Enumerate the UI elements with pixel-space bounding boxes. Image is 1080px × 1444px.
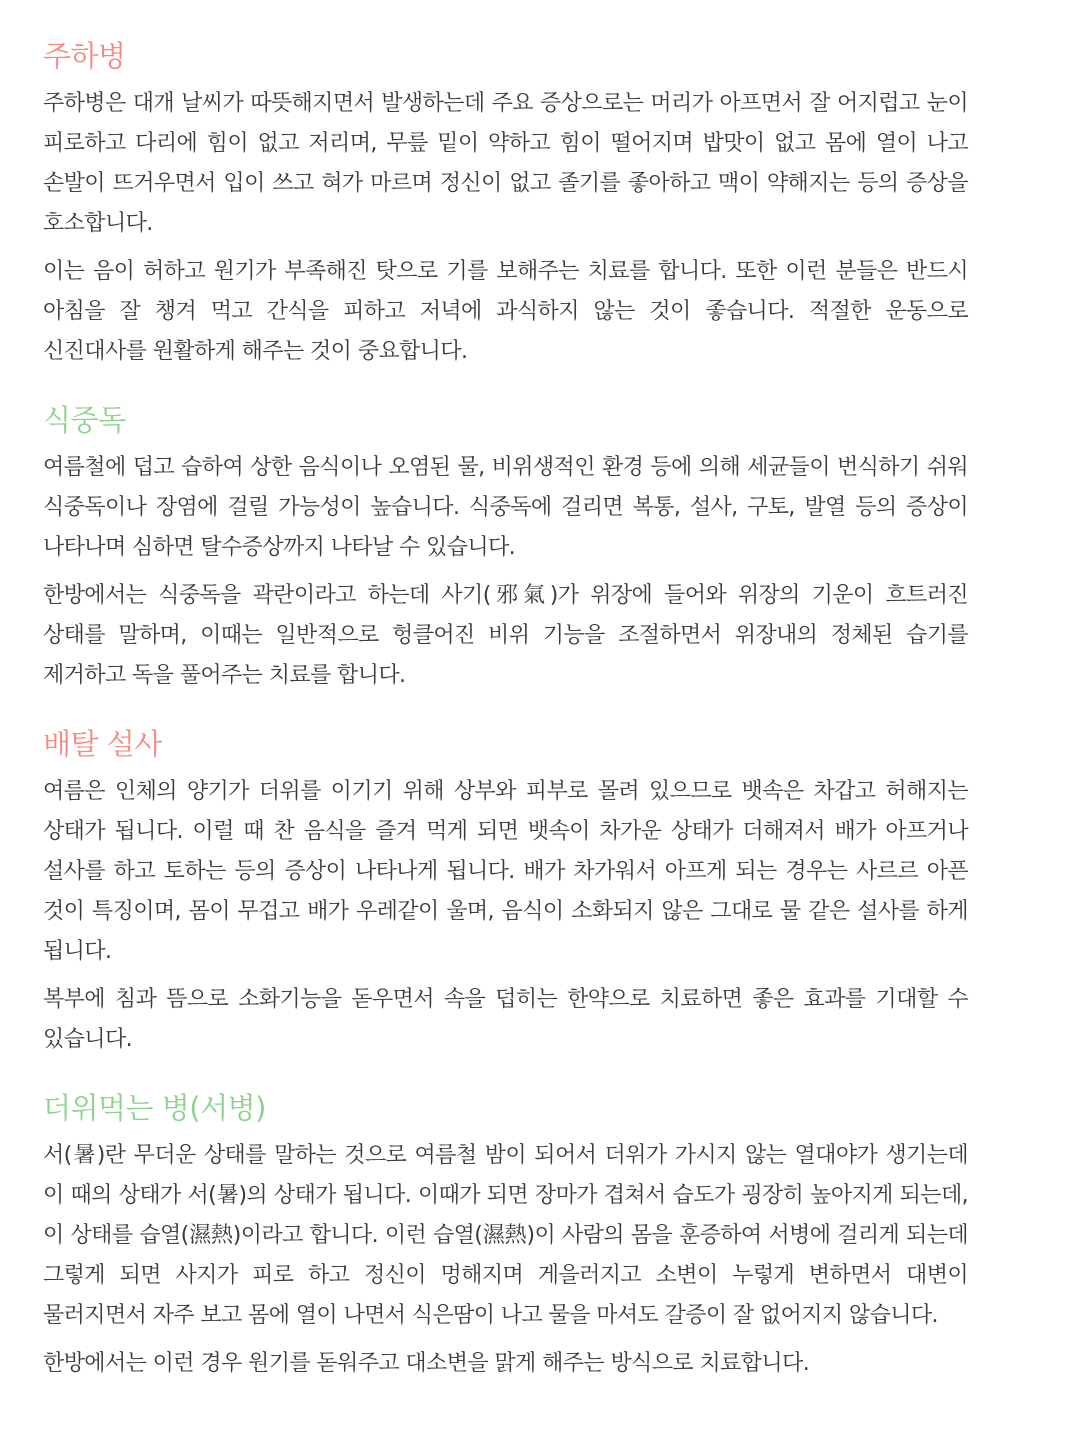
section-heading: 배탈 설사 xyxy=(43,727,162,761)
section-heatstroke xyxy=(43,1088,968,1384)
section-stomach-diarrhea xyxy=(43,724,968,1060)
paragraph: 한방에서는 이런 경우 원기를 돋워주고 대소변을 맑게 해주는 방식으로 치료합니다. xyxy=(43,1351,810,1376)
article xyxy=(43,36,968,1392)
section-heading: 주하병 xyxy=(43,39,126,73)
paragraph: 한방에서는 식중독을 곽란이라고 하는데 사기(邪氣)가 위장에 들어와 위장의 기운이 흐트러진 상태를 말하며, 이때는 일반적으로 헝클어진 비위 기능을 조절하면서 위장내의 정체된 습기를 제거하고 독을 풀어주는 치료를 합니다. xyxy=(43,583,968,688)
section-heading: 식중독 xyxy=(43,403,126,437)
paragraph: 서(暑)란 무더운 상태를 말하는 것으로 여름철 밤이 되어서 더위가 가시지 않는 열대야가 생기는데 이 때의 상태가 서(暑)의 상태가 됩니다. 이때가 되면 장마가 겹쳐서 습도가 굉장히 높아지게 되는데, 이 상태를 습열(濕熱)이라고 합니다. 이런 습열(濕熱)이 사람의 몸을 훈증하여 서병에 걸리게 되는데 그렇게 되면 사지가 피로 하고 정신이 멍해지며 게을러지고 소변이 누렇게 변하면서 대변이 물러지면서 자주 보고 몸에 열이 나면서 식은땀이 나고 물을 마셔도 갈증이 잘 없어지지 않습니다. xyxy=(43,1143,968,1328)
section-food-poisoning xyxy=(43,400,968,696)
section-juhabyeong xyxy=(43,36,968,372)
paragraph: 복부에 침과 뜸으로 소화기능을 돋우면서 속을 덥히는 한약으로 치료하면 좋은 효과를 기대할 수 있습니다. xyxy=(43,987,968,1052)
paragraph: 이는 음이 허하고 원기가 부족해진 탓으로 기를 보해주는 치료를 합니다. 또한 이런 분들은 반드시 아침을 잘 챙겨 먹고 간식을 피하고 저녁에 과식하지 않는 것이 좋습니다. 적절한 운동으로 신진대사를 원활하게 해주는 것이 중요합니다. xyxy=(43,259,968,364)
paragraph: 여름은 인체의 양기가 더위를 이기기 위해 상부와 피부로 몰려 있으므로 뱃속은 차갑고 허해지는 상태가 됩니다. 이럴 때 찬 음식을 즐겨 먹게 되면 뱃속이 차가운 상태가 더해져서 배가 아프거나 설사를 하고 토하는 등의 증상이 나타나게 됩니다. 배가 차가워서 아프게 되는 경우는 사르르 아픈 것이 특징이며, 몸이 무겁고 배가 우레같이 울며, 음식이 소화되지 않은 그대로 물 같은 설사를 하게 됩니다. xyxy=(43,779,968,964)
paragraph: 주하병은 대개 날씨가 따뜻해지면서 발생하는데 주요 증상으로는 머리가 아프면서 잘 어지럽고 눈이 피로하고 다리에 힘이 없고 저리며, 무릎 밑이 약하고 힘이 떨어지며 밥맛이 없고 몸에 열이 나고 손발이 뜨거우면서 입이 쓰고 혀가 마르며 정신이 없고 졸기를 좋아하고 맥이 약해지는 등의 증상을 호소합니다. xyxy=(43,91,968,236)
paragraph: 여름철에 덥고 습하여 상한 음식이나 오염된 물, 비위생적인 환경 등에 의해 세균들이 번식하기 쉬워 식중독이나 장염에 걸릴 가능성이 높습니다. 식중독에 걸리면 복통, 설사, 구토, 발열 등의 증상이 나타나며 심하면 탈수증상까지 나타날 수 있습니다. xyxy=(43,455,968,560)
section-heading: 더위먹는 병(서병) xyxy=(43,1091,266,1125)
